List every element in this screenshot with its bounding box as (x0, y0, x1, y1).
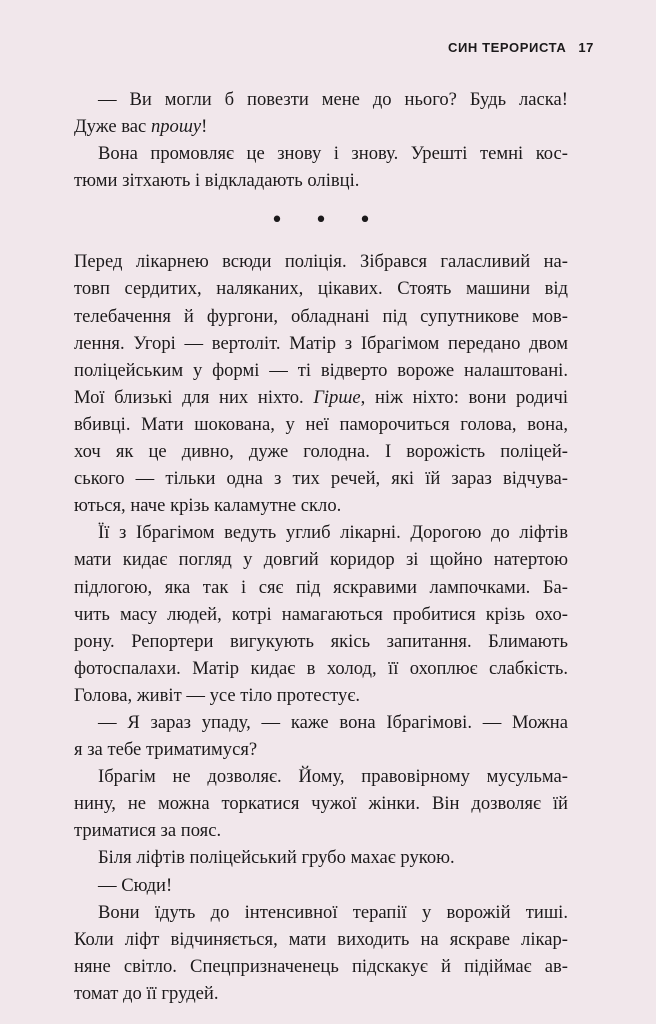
text-line (74, 736, 568, 763)
text-line (74, 330, 568, 357)
text-run: телебачення й фургони, обладнані під супутникове мов- (74, 305, 568, 327)
text-line (74, 411, 568, 438)
text-run: Її з Ібрагімом ведуть углиб лікарні. Дорогою до ліфтів (98, 522, 568, 544)
text-line (74, 275, 568, 302)
body-text (74, 86, 568, 1007)
text-line (74, 492, 568, 519)
text-line (74, 926, 568, 953)
text-line (74, 953, 568, 980)
text-line (74, 980, 568, 1007)
text-line (74, 140, 568, 167)
text-line (74, 844, 568, 871)
italic-text: Гірше (313, 386, 361, 408)
text-line (74, 357, 568, 384)
text-run: фотоспалахи. Матір кидає в холод, її охоплює слабкість. (74, 657, 568, 679)
running-title: СИН ТЕРОРИСТА (447, 40, 567, 55)
text-run: я за тебе триматимуся? (74, 739, 258, 761)
text-run: мати кидає погляд у довгий коридор зі щойно натертою (74, 549, 568, 571)
text-run: Ібрагім не дозволяє. Йому, правовірному мусульма- (98, 766, 568, 788)
text-run: підлогою, яка так і сяє під яскравими лампочками. Ба- (74, 576, 568, 598)
text-line (74, 628, 568, 655)
text-line (74, 763, 568, 790)
text-run: — Сюди! (98, 874, 173, 896)
text-line (74, 438, 568, 465)
text-run: томат до її грудей. (74, 982, 219, 1004)
text-line (74, 817, 568, 844)
text-line (74, 574, 568, 601)
text-run: нину, не можна торкатися чужої жінки. Він дозволяє їй (74, 793, 568, 815)
text-run: Вони їдуть до інтенсивної терапії у ворожій тиші. (98, 901, 568, 923)
text-run: Голова, живіт — усе тіло протестує. (74, 684, 360, 706)
text-line (74, 709, 568, 736)
text-line (74, 167, 568, 194)
text-run: , ніж ніхто: вони родичі (360, 386, 568, 408)
text-line (74, 601, 568, 628)
text-run: ються, наче крізь каламутне скло. (74, 495, 342, 517)
text-run: Вона промовляє це знову і знову. Урешті темні кос- (98, 143, 568, 165)
text-run: вбивці. Мати шокована, у неї паморочиться голова, вона, (74, 413, 568, 435)
text-run: ського — тільки одна з тих речей, які їй зараз відчува- (74, 468, 568, 490)
text-run: лення. Угорі — вертоліт. Матір з Ібрагімом передано двом (74, 332, 568, 354)
text-run: тюми зітхають і відкладають олівці. (74, 170, 360, 192)
text-line (74, 682, 568, 709)
text-run: хоч як це дивно, дуже голодна. І ворожість поліцей- (74, 441, 568, 463)
text-run: — Я зараз упаду, — каже вона Ібрагімові. — Можна (98, 711, 568, 733)
text-line (74, 248, 568, 275)
text-line (74, 546, 568, 573)
text-run: — Ви могли б повезти мене до нього? Будь ласка! (98, 89, 568, 110)
text-run: чить масу людей, котрі намагаються пробитися крізь охо- (74, 603, 568, 625)
text-run: Біля ліфтів поліцейський грубо махає рукою. (98, 847, 455, 869)
text-run: триматися за пояс. (74, 820, 222, 842)
text-line (74, 899, 568, 926)
italic-text: прошу (150, 116, 202, 138)
text-run: рону. Репортери вигукують якісь запитання. Блимають (74, 630, 568, 652)
text-run: поліцейським у формі — ті відверто вороже налаштовані. (74, 359, 568, 381)
text-run: ! (201, 116, 208, 138)
text-run: Перед лікарнею всюди поліція. Зібрався галасливий на- (74, 251, 568, 273)
text-line (74, 303, 568, 330)
text-run: Мої близькі для них ніхто. (74, 386, 314, 408)
text-run: няне світло. Спецпризначенець підскакує й підіймає ав- (74, 955, 568, 977)
page-number: 17 (578, 40, 594, 55)
text-line (74, 790, 568, 817)
text-line (74, 872, 568, 899)
text-line (74, 86, 568, 113)
text-run: Коли ліфт відчиняється, мати виходить на яскраве лікар- (74, 928, 568, 950)
section-separator: • • • (270, 208, 384, 234)
text-line (74, 519, 568, 546)
text-line (74, 384, 568, 411)
text-line (74, 655, 568, 682)
text-run: Дуже вас (74, 116, 151, 138)
text-line (74, 465, 568, 492)
text-line (74, 113, 568, 140)
text-run: товп сердитих, наляканих, цікавих. Стоять машини від (74, 278, 568, 300)
running-header (448, 40, 594, 55)
